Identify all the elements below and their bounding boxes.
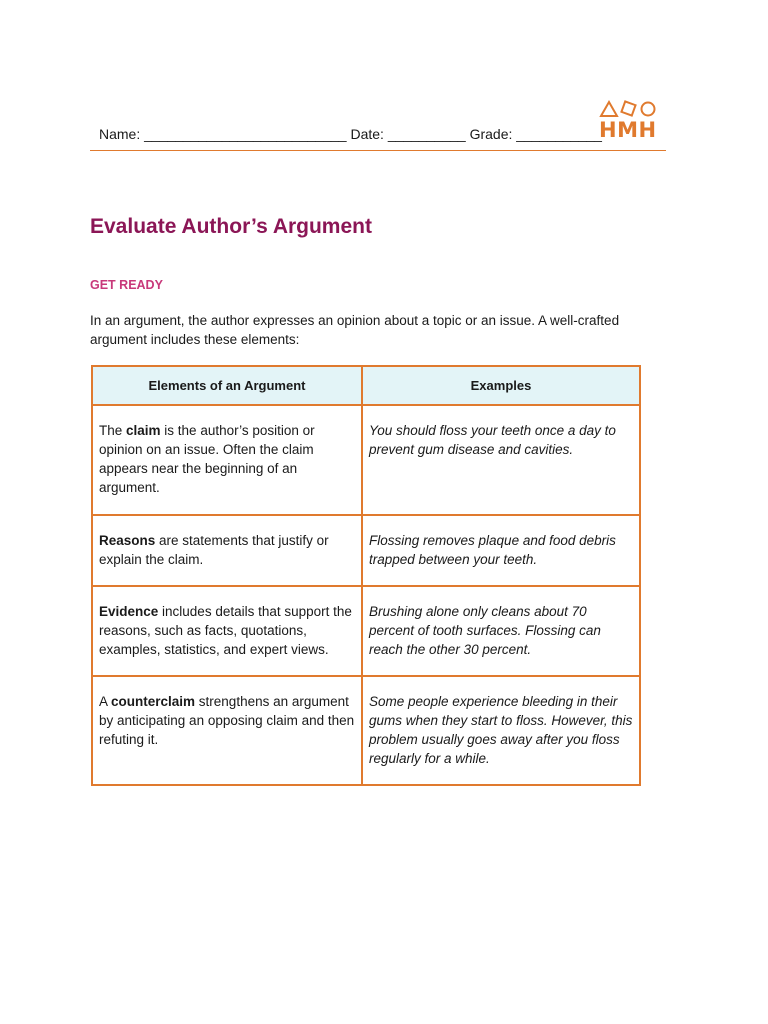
table-row	[92, 515, 640, 586]
header-divider	[90, 150, 666, 151]
column-header-elements: Elements of an Argument	[92, 366, 362, 405]
page-title: Evaluate Author’s Argument	[90, 215, 372, 238]
example-cell: Flossing removes plaque and food debris trapped between your teeth.	[362, 515, 640, 586]
header-fields	[99, 126, 602, 142]
element-post: are statements that justify or explain the claim.	[99, 533, 329, 567]
example-cell: You should floss your teeth once a day to prevent gum disease and cavities.	[362, 405, 640, 515]
example-cell: Some people experience bleeding in their gums when they start to floss. However, this problem usually goes away after you floss regularly for a while.	[362, 676, 640, 785]
grade-label: Grade:	[469, 126, 513, 142]
element-post: strengthens an argument by anticipating an opposing claim and then refuting it.	[99, 694, 355, 747]
element-term: counterclaim	[111, 694, 196, 709]
column-header-examples: Examples	[362, 366, 640, 405]
element-cell	[92, 676, 362, 785]
element-term: claim	[126, 423, 161, 438]
element-post: is the author’s position or opinion on an issue. Often the claim appears near the beginning of an argument.	[99, 423, 315, 495]
name-blank[interactable]: __________________________	[144, 126, 347, 142]
example-cell: Brushing alone only cleans about 70 percent of tooth surfaces. Flossing can reach the other 30 percent.	[362, 586, 640, 676]
table-row	[92, 676, 640, 785]
element-pre: A	[99, 694, 112, 709]
name-label: Name:	[99, 126, 141, 142]
date-blank[interactable]: __________	[387, 126, 466, 142]
triangle-square-circle-icon	[599, 99, 657, 119]
argument-elements-table	[91, 365, 641, 786]
table-row	[92, 586, 640, 676]
grade-blank[interactable]: ___________	[516, 126, 602, 142]
date-label: Date:	[350, 126, 384, 142]
element-cell	[92, 515, 362, 586]
element-cell	[92, 405, 362, 515]
intro-paragraph: In an argument, the author expresses an opinion about a topic or an issue. A well-crafted argument includes these elements:	[90, 313, 620, 347]
element-cell	[92, 586, 362, 676]
element-post: includes details that support the reasons, such as facts, quotations, examples, statistics, and expert views.	[99, 604, 352, 657]
element-pre: The	[99, 423, 127, 438]
section-heading: GET READY	[90, 278, 163, 292]
hmh-logo	[599, 99, 659, 145]
logo-text: HMH	[599, 118, 657, 142]
table-row	[92, 405, 640, 515]
element-term: Reasons	[99, 533, 156, 548]
table-header-row	[92, 366, 640, 405]
element-term: Evidence	[99, 604, 159, 619]
